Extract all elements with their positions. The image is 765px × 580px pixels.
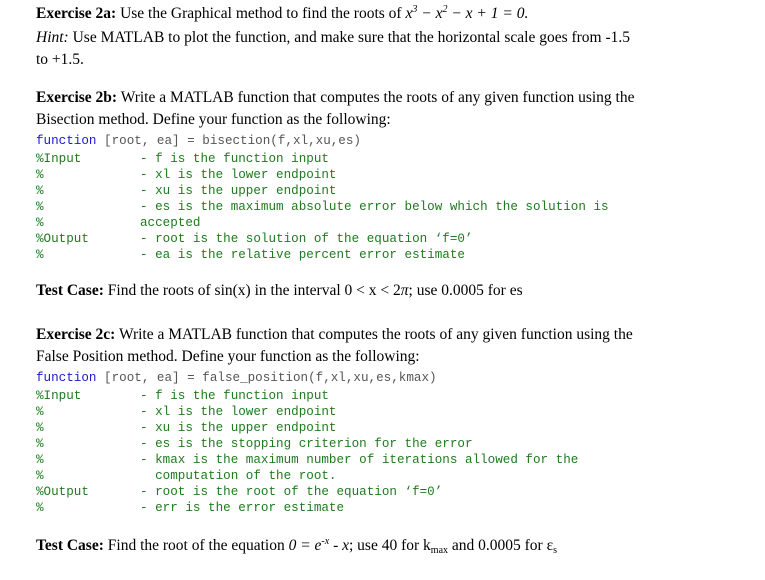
exercise-2b-statement-line2: Bisection method. Define your function as the following: xyxy=(36,111,391,128)
comment-tag: %Input xyxy=(36,152,82,166)
comment-text: accepted xyxy=(140,216,201,230)
comment-tag: % xyxy=(36,405,44,419)
comment-text: - root is the root of the equation ‘f=0’ xyxy=(140,485,443,499)
comment-text: - f is the function input xyxy=(140,389,329,403)
exercise-2c-test-case: Test Case: Find the root of the equation $0 = e^{-x} - x$; use 40 for $k_{max}$ and 0.0005 for $\varepsilon_s$ xyxy=(36,536,558,556)
exercise-2b-test-case: Test Case: Find the roots of sin(x) in the interval 0 < x < 2π; use 0.0005 for es xyxy=(36,282,523,299)
false-position-signature: function [root, ea] = false_position(f,xl,xu,es,kmax) xyxy=(36,371,437,385)
comment-tag: % xyxy=(36,469,44,483)
comment-text: computation of the root. xyxy=(140,469,337,483)
test-case-label: Test Case: xyxy=(36,537,104,554)
exercise-2c-statement: Exercise 2c: Write a MATLAB function that computes the roots of any given function using the xyxy=(36,326,633,343)
exercise-2b-statement: Exercise 2b: Write a MATLAB function that computes the roots of any given function using the xyxy=(36,89,635,106)
comment-tag: % xyxy=(36,437,44,451)
comment-text: - es is the stopping criterion for the error xyxy=(140,437,473,451)
comment-text: - kmax is the maximum number of iterations allowed for the xyxy=(140,453,579,467)
hint-label: Hint: xyxy=(36,29,69,46)
exercise-2c-statement-line2: False Position method. Define your function as the following: xyxy=(36,348,420,365)
exercise-2a-statement: Exercise 2a: Use the Graphical method to find the roots of $x^3 - x^2 - x + 1 = 0$. xyxy=(36,4,529,22)
exercise-2b-label: Exercise 2b: xyxy=(36,89,118,106)
exercise-2a-hint: Hint: Use MATLAB to plot the function, and make sure that the horizontal scale goes from -1.5 xyxy=(36,29,631,46)
comment-text: - f is the function input xyxy=(140,152,329,166)
comment-tag: % xyxy=(36,200,44,214)
comment-text: - err is the error estimate xyxy=(140,501,345,515)
bisection-signature: function [root, ea] = bisection(f,xl,xu,es) xyxy=(36,134,361,148)
comment-text: - xu is the upper endpoint xyxy=(140,184,337,198)
exercise-2c-label: Exercise 2c: xyxy=(36,326,116,343)
comment-text: - xl is the lower endpoint xyxy=(140,168,337,182)
comment-tag: % xyxy=(36,421,44,435)
comment-tag: %Input xyxy=(36,389,82,403)
comment-tag: %Output xyxy=(36,232,89,246)
comment-text: - es is the maximum absolute error below which the solution is xyxy=(140,200,609,214)
comment-tag: % xyxy=(36,168,44,182)
comment-tag: %Output xyxy=(36,485,89,499)
exercise-2a-label: Exercise 2a: xyxy=(36,5,117,22)
comment-text: - ea is the relative percent error estimate xyxy=(140,248,465,262)
comment-tag: % xyxy=(36,501,44,515)
comment-tag: % xyxy=(36,184,44,198)
equation-2a: $x^3 - x^2 - x + 1 = 0$. xyxy=(405,4,529,22)
equation-2c: $0 = e^{-x} - x$ xyxy=(288,536,349,554)
comment-tag: % xyxy=(36,216,44,230)
comment-tag: % xyxy=(36,453,44,467)
comment-text: - xu is the upper endpoint xyxy=(140,421,337,435)
comment-tag: % xyxy=(36,248,44,262)
comment-text: - root is the solution of the equation ‘f=0’ xyxy=(140,232,473,246)
comment-text: - xl is the lower endpoint xyxy=(140,405,337,419)
exercise-2a-hint-continued: to +1.5. xyxy=(36,51,84,68)
test-case-label: Test Case: xyxy=(36,282,104,299)
